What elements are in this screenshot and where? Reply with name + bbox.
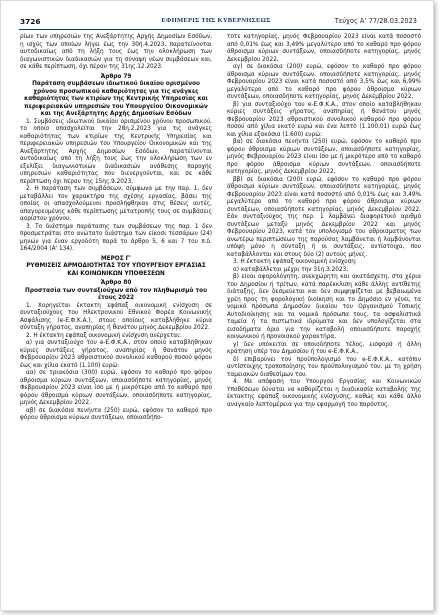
page-header: [9, 17, 423, 29]
paragraph: 3. Η έκτακτη εφάπαξ οικονομική ενίσχυση:: [233, 259, 357, 265]
right-column: [227, 34, 421, 409]
left-column: [20, 34, 212, 423]
paragraph: 2. Η παράταση των συμβάσεων, σύμφωνα με την παρ. 1, δεν μεταβάλλει τον χαρακτήρα της σχέσης εργασίας, βάσει της οποίας οι απασχολούμενοι προσλήφθηκαν στις θέσεις αυτές, απαγορευμένης κάθε περίπτωσης μετατροπής τους σε συμβάσεις αορίστου χρόνου.: [20, 186, 212, 222]
header-rule: [19, 29, 421, 30]
paragraph: α) για συνταξιούχο του e-Ε.Φ.Κ.Α., στον οποίο καταβλήθηκαν κύριες συντάξεις γήρατος, αναπηρίας ή θανάτου μηνός Φεβρουαρίου 2023 αθροιστικού συνολικού καθαρού ποσού φόρου έως και χίλια εκατό (1.100) ευρώ:: [20, 340, 212, 369]
paragraph: 2. Η έκτακτη εφάπαξ οικονομική ενίσχυση ανέρχεται:: [26, 332, 182, 339]
paragraph: β) είναι αφορολόγητη, ανεκχώρητη και ακατάσχετη, στα χέρια του Δημοσίου ή τρίτων, κατά παρέκκλιση κάθε άλλης αντίθετης διάταξης, δεν δεσμεύεται και δεν συμψηφίζεται με βεβαιωμένα χρέη προς τη φορολογική διοίκηση και το Δημόσιο εν γένει, τα νομικά πρόσωπα Δημοσίου δικαίου του Οργανισμού Τοπικής Αυτοδιοίκησης και τα νομικά πρόσωπα τους, τα ασφαλιστικά ταμεία ή τα πιστωτικά ιδρύματα και δεν υπολογίζεται στα εισοδήματα όριο για την καταβολή οποιασδήποτε παροχής κοινωνικού ή προνοιακού χαρακτήρα,: [227, 274, 421, 340]
gazette-title: ΕΦΗΜΕΡΙΣ ΤΗΣ ΚΥΒΕΡΝΗΣΕΩΣ: [161, 17, 271, 24]
paragraph: 3. Το διάστημα παράτασης των συμβάσεων της παρ. 1 δεν προσμετράται στο ανώτατο διάστημα των είκοσι τεσσάρων (24) μηνών για έναν εργοδότη παρά το άρθρο 5, 6 και 7 του π.δ. 164/2004 (Α' 134).: [20, 223, 212, 252]
paragraph: αγ) σε διακόσια (200) ευρώ, εφόσον το καθαρό προ φόρου άθροισμα κύριων συντάξεων, οποιασδήποτε κατηγορίας, μηνός Φεβρουαρίου 2023 είναι κατά ποσοστό από 3,5% έως και 6,99% μεγαλύτερο από το καθαρό προ φόρου άθροισμα κύριων συντάξεων, οποιασδήποτε κατηγορίας, μηνός Δεκεμβρίου 2022,: [227, 64, 421, 100]
paragraph: ρίων των υπηρεσιών της Ανεξάρτητης Αρχής Δημοσίων Εσόδων, η ισχύς των οποίων λήγει έως την 30ή.4.2023, παρατείνονται αυτοδικαίως από τη λήξη τους έως την ολοκλήρωση των διαγωνιστικών διαδικασιών για τη σύναψη νέων συμβάσεων και, σε κάθε περίπτωση, όχι πέραν της 31ης.12.2023.: [20, 34, 212, 70]
paragraph: ββ) σε διακόσια (200) ευρώ, εφόσον το καθαρό προ φόρου άθροισμα κύριων συντάξεων, οποιασδήποτε κατηγορίας, μηνός Φεβρουαρίου 2023 είναι κατά ποσοστό από 0,01% έως και 3,49% μεγαλύτερο από το καθαρό προ φόρου άθροισμα κύριων συντάξεων, οποιασδήποτε κατηγορίας, μηνός Δεκεμβρίου 2022. Εάν συνταξιούχος της περ. 1 λαμβάνει διαφορετικό αριθμό συντάξεων μεταξύ μηνός Δεκεμβρίου 2022 και μηνός Φεβρουαρίου 2023, κατά τον υπολογισμό του αθροισματος των ανωτέρω περιπτώσεων της παρούσας λαμβάνεται ή λαμβάνονται υπόψη μόνο η σύνταξη ή οι συντάξεις, αντίστοιχα, που καταβάλλονται και στους δύο (2) αυτούς μήνες.: [227, 176, 421, 258]
article-80-number: Άρθρο 80: [100, 280, 132, 286]
article-79-number: Άρθρο 79: [100, 73, 132, 80]
paragraph: βα) σε διακόσια πενήντα (250) ευρώ, εφόσον το καθαρό προ φόρου άθροισμα κύριων συντάξεων, οποιασδήποτε κατηγορίας, μηνός Φεβρουαρίου 2023 είναι ίσο με ή μικρότερο από το καθαρό προ φόρου άθροισμα κύριων συντάξεων, οποιασδήποτε κατηγορίας, μηνός Δεκεμβρίου 2022,: [227, 139, 421, 175]
paragraph: 4. Με απόφαση του Υπουργού Εργασίας και Κοινωνικών Υποθέσεων δύναται να καθορίζεται η διαδικασία καταβολής της έκτακτης εφάπαξ οικονομικής ενίσχυσης, καθώς και κάθε άλλο αναγκαίο λεπτομέρεια για την εφαρμογή του παρόντος.: [227, 379, 421, 408]
paragraph: δ) επιβαρύνει τον προϋπολογισμό του e-Ε.Φ.Κ.Α., κατόπιν αντίστοιχης τροποποίησης του προϋπολογισμού του, με τη χρήση ταμειακών διαθεσίμων του.: [227, 356, 421, 378]
part-number: ΜΕΡΟΣ Γ': [100, 255, 132, 262]
issue-reference: Τεύχος A’ 77/28.03.2023: [334, 17, 417, 25]
paragraph: αβ) σε διακόσια πενήντα (250) ευρώ, εφόσον το καθαρό προ φόρου άθροισμα κύριων συντάξεων, οποιασδήπο-: [20, 407, 212, 421]
paragraph: γ) δεν υπόκειται σε οποιοδήποτε τέλος, εισφορά ή άλλη κράτηση υπέρ του Δημοσίου ή του e-Ε.Φ.Κ.Α.,: [227, 341, 421, 355]
paragraph: 1. Χορηγείται έκτακτη εφάπαξ οικονομική ενίσχυση σε συνταξιούχους του Ηλεκτρονικού Εθνικού Φορέα Κοινωνικής Ασφάλισης (e-Ε.Φ.Κ.Α.), στους οποίους καταβλήθηκε κύρια σύνταξη γήρατος, αναπηρίας ή θανάτου μηνός Δεκεμβρίου 2022.: [20, 302, 212, 331]
page-number: 3726: [20, 17, 41, 26]
paragraph: τοτε κατηγορίας, μηνός Φεβρουαρίου 2023 είναι κατά ποσοστό από 0,01% έως και 3,49% μεγαλύτερο από το καθαρό προ φόρου άθροισμα κύριων συντάξεων, οποιασδήποτε κατηγορίας, μηνός Δεκεμβρίου 2022,: [227, 34, 421, 63]
article-79-title: Παράταση συμβάσεων ιδιωτικού δικαίου ορισμένου χρόνου προσωπικού καθαριότητας για τις ανάγκες καθαριότητας των κτιρίων της Κεντρικής Υπηρεσίας και περιφερειακών υπηρεσιών του Υπουργείου Οικονομικών και της Ανεξάρτητης Αρχής Δημοσίων Εσόδων: [24, 81, 208, 117]
part-title: ΡΥΘΜΙΣΕΙΣ ΑΡΜΟΔΙΟΤΗΤΑΣ ΤΟΥ ΥΠΟΥΡΓΕΙΟΥ ΕΡΓΑΣΙΑΣ ΚΑΙ ΚΟΙΝΩΝΙΚΩΝ ΥΠΟΘΕΣΕΩΝ: [26, 263, 206, 277]
paragraph: 1. Συμβάσεις ιδιωτικού δικαίου ορισμένου χρόνου προσωπικού, το οποίο απασχολείται την 28η.2.2023 για τις ανάγκες καθαριότητας των κτιρίων της Κεντρικής Υπηρεσίας και περιφερειακών υπηρεσιών του Υπουργείου Οικονομικών και της Ανεξάρτητης Αρχής Δημοσίων Εσόδων, παρατείνονται αυτοδικαίως από τη λήξη τους έως την ολοκλήρωση των εν εξελίξει διαγωνιστικών διαδικασιών ανάθεσης παροχής υπηρεσιών καθαριότητας που διενεργούνται, και σε κάθε περίπτωση όχι πέραν της 15ης.9.2023.: [20, 118, 212, 185]
article-80-title: Προστασία των συνταξιούχων από τον πληθωρισμό του έτους 2022: [25, 287, 207, 301]
document-page: [9, 7, 429, 607]
paragraph: αα) σε τριακόσια (300) ευρώ, εφόσον το καθαρό προ φόρου αθροισμα κύριων συντάξεων, οποιασδήποτε κατηγορίας, μηνός Φεβρουαρίου 2023 είναι ίσο με ή μικρότερο από το καθαρό προ φόρου άθροισμα κύριων συντάξεων, οποιασδήποτε κατηγορίας, μηνός Δεκεμβρίου 2022,: [20, 370, 212, 406]
paragraph: α) καταβάλλεται μέχρι την 31η.3.2023,: [233, 266, 349, 273]
paragraph: β) για συνταξιούχο του e-Ε.Φ.Κ.Α., στον οποίο καταβλήθηκαν κύριες συντάξεις γήρατος, αναπηρίας ή θανάτου μηνός Φεβρουαρίου 2023 αθροιστικού συνολικού καθαρού προ φόρου ποσού από χίλια εκατό ευρώ και ένα λεπτό (1.100,01) ευρώ έως και χίλια εξακόσια (1.600) ευρώ:: [227, 101, 421, 138]
